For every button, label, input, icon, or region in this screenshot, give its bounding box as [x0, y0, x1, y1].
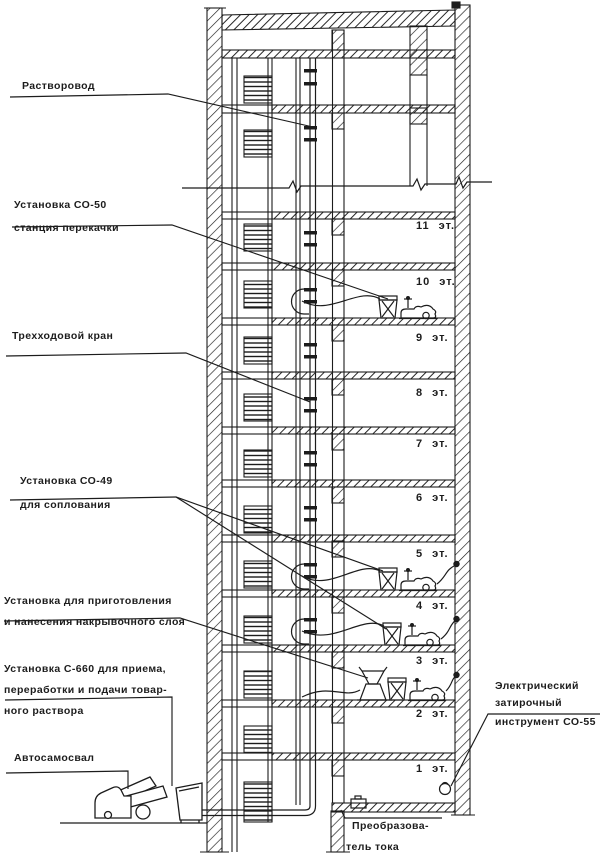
floor-label-8: 8 эт. — [416, 387, 449, 399]
partition-wall — [331, 30, 344, 852]
floor-label-2: 2 эт. — [416, 708, 449, 720]
hose-floor-3 — [302, 690, 360, 697]
floor-label-4: 4 эт. — [416, 600, 449, 612]
pump-kit-floor-4 — [383, 623, 441, 646]
label-current-converter: Преобразова- тель тока — [346, 820, 429, 854]
label-so50: Установка СО-50 станция перекачки — [14, 199, 119, 235]
structure — [182, 2, 492, 852]
partition-foundation — [331, 811, 344, 852]
finishing-mixer — [357, 667, 392, 700]
pump-kit-floor-3 — [388, 678, 446, 701]
wall-outlet-floor-4 — [454, 616, 459, 621]
wall-outlet-floor-5 — [454, 561, 459, 566]
left-wall — [207, 8, 222, 852]
dump-truck — [95, 777, 167, 819]
wall-hose-floor-4 — [441, 620, 456, 639]
trowel-tool-so55 — [440, 783, 451, 795]
right-wall — [455, 5, 470, 815]
leader-dump-truck — [6, 771, 128, 789]
label-finishing-unit: Установка для приготовления и нанесения накрывочного слоя — [4, 595, 186, 629]
label-so55: Электрический затирочный инструмент СО-55 — [495, 680, 596, 729]
floor-label-6: 6 эт. — [416, 492, 449, 504]
floor-label-5: 5 эт. — [416, 548, 449, 560]
floor-label-11: 11 эт. — [416, 220, 456, 232]
floor-label-1: 1 эт. — [416, 763, 449, 775]
floor-label-10: 10 эт. — [416, 276, 456, 288]
label-three-way-valve: Трехходовой кран — [12, 330, 114, 342]
label-so49: Установка СО-49 для соплования — [20, 475, 113, 512]
label-dump-truck: Автосамосвал — [14, 752, 95, 764]
pump-kit-floor-5 — [379, 568, 437, 591]
label-rastvorovod: Растворовод — [22, 80, 95, 92]
wall-outlet-floor-3 — [454, 672, 459, 677]
floor-label-7: 7 эт. — [416, 438, 449, 450]
right-wall-cap — [452, 2, 460, 8]
break-line — [182, 177, 492, 192]
hose-floor-5 — [302, 569, 380, 581]
label-s660: Установка С-660 для приема, переработки и подачи товар- ного раствора — [4, 663, 168, 718]
receiving-hopper-s660 — [176, 783, 202, 823]
floor-label-3: 3 эт. — [416, 655, 449, 667]
floor-label-9: 9 эт. — [416, 332, 449, 344]
wall-hose-floor-5 — [437, 565, 456, 584]
ground-level — [60, 777, 207, 823]
